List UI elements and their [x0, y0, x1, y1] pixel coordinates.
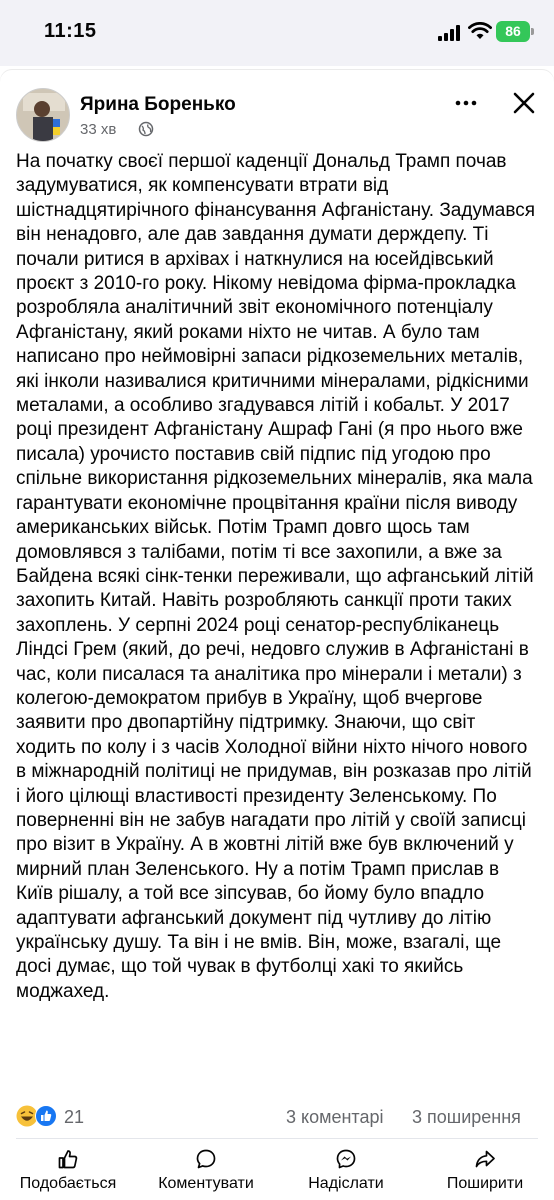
post-author-name[interactable]: Ярина Боренько	[80, 94, 236, 115]
post-timestamp[interactable]: 33 хв	[80, 121, 117, 138]
status-time: 11:15	[44, 20, 97, 42]
battery-tip	[531, 28, 534, 35]
globe-icon	[138, 121, 154, 137]
share-button[interactable]	[430, 1144, 540, 1200]
send-button-label: Надіслати	[308, 1175, 384, 1192]
comment-button-label: Коментувати	[158, 1175, 254, 1192]
reactions-count[interactable]: 21	[64, 1107, 85, 1127]
author-avatar[interactable]	[16, 88, 70, 142]
like-icon	[35, 1105, 57, 1127]
send-button[interactable]	[294, 1144, 398, 1200]
share-button-label: Поширити	[446, 1175, 524, 1192]
close-icon[interactable]	[511, 90, 537, 116]
thumbs-up-icon	[57, 1148, 79, 1170]
comment-button[interactable]	[146, 1144, 266, 1200]
action-bar-divider	[16, 1138, 538, 1139]
comment-bubble-icon	[195, 1148, 217, 1170]
messenger-icon	[335, 1148, 357, 1170]
status-bar	[0, 0, 554, 66]
comments-count[interactable]: 3 коментарі	[286, 1107, 384, 1127]
wifi-icon	[468, 22, 492, 40]
like-button[interactable]	[8, 1144, 128, 1200]
post-body-text: На початку своєї першої каденції Дональд Трамп почав задумуватися, як компенсувати втрати від шістнадцятирічного фінансування Афганістану. Задумався він ненадовго, але дав завдання думати держдепу. Ті почали ритися в архівах і наткнулися на юсейдівський проєкт з 2010-го року. Нікому невідома фірма-прокладка розробляла аналітичний звіт економічного потенціалу Афганістану, який роками ніхто не читав. А було там написано про неймовірні запаси рідкоземельних металів, які інколи називалися критичними мінералами, рідкісними металами, а особливо згадувався літій і кобальт. У 2017 році президент Афганістану Ашраф Гані (я про нього вже писала) урочисто поставив свій підпис під угодою про спільне використання рідкоземельних мінералів, яка мала гарантувати економічне процвітання країни після виводу американських військ. Потім Трамп довго щось там домовлявся з талібами, потім ті все захопили, а вже за Байдена всякі сінк-тенки переживали, що афганський літій захопить Китай. Навіть розробляють санкції проти таких захоплень. У серпні 2024 році сенатор-республіканець Ліндсі Грем (який, до речі, недовго служив в Афганістані в час, коли писалася та аналітика про мінерали і метали) з колегою-демократом прибув в Україну, щоб вчергове заявити про двопартійну підтримку. Знаючи, що світ ходить по колу і з часів Холодної війни ніхто нічого нового в міжнародній політиці не придумав, він розказав про літій і його цілющі властивості президенту Зеленському. По поверненні він не забув нагадати про літій у своїй записці про візит в Україну. А в жовтні літій вже був включений у мирний план Зеленського. Ну а потім Трамп прислав в Київ рішалу, а той все зіпсував, бо йому було впадло адаптувати афганський документ під чутливу до літію українську душу. Та він і не вмів. Він, може, взагалі, ще досі думає, що той чувак в футболці хакі то якийсь моджахед.	[16, 151, 536, 1002]
cellular-signal-icon	[438, 25, 460, 41]
post-action-bar	[0, 1144, 554, 1200]
battery-indicator: 86	[496, 21, 530, 42]
more-options-icon[interactable]	[453, 90, 479, 116]
like-button-label: Подобається	[19, 1175, 117, 1192]
share-arrow-icon	[474, 1148, 496, 1170]
shares-count[interactable]: 3 поширення	[412, 1107, 521, 1127]
